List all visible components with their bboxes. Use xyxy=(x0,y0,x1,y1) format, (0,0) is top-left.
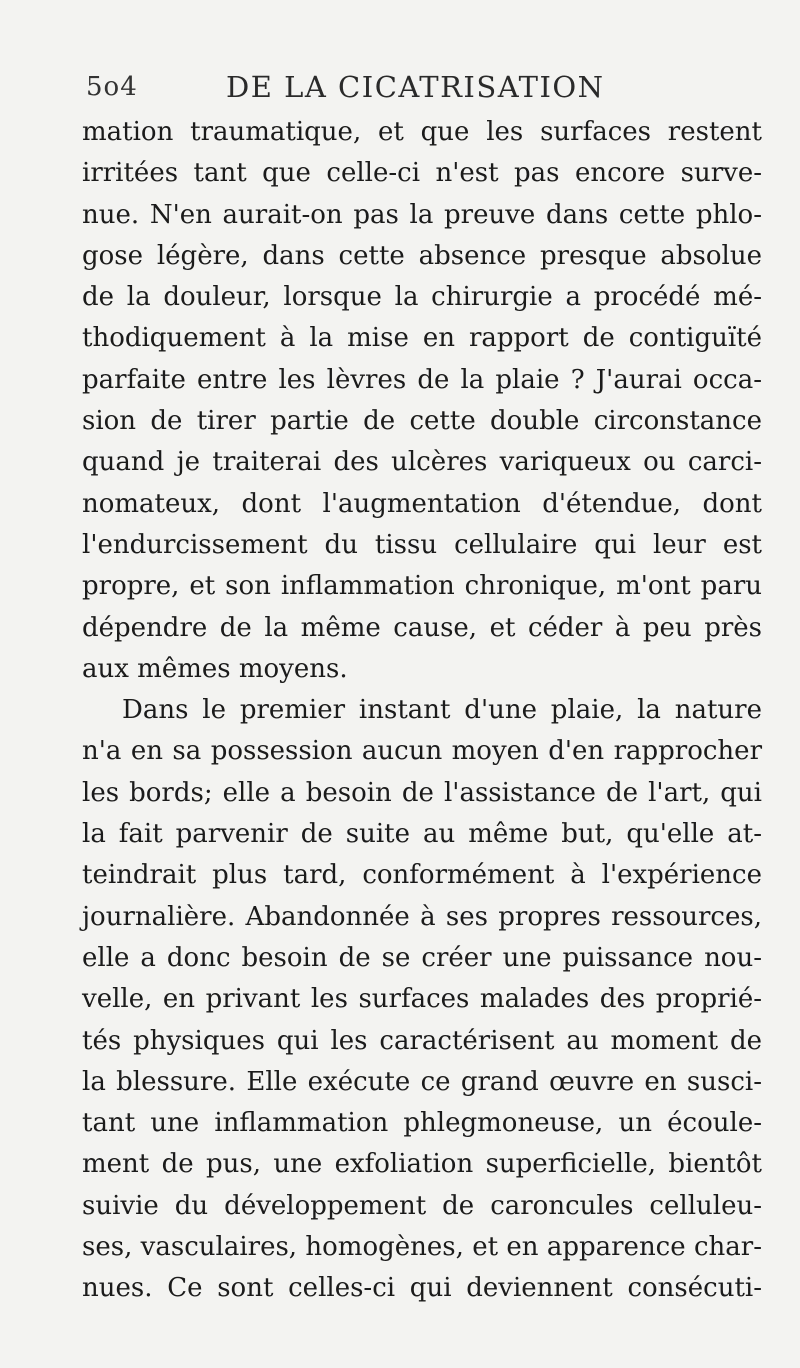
text-line: parfaite entre les lèvres de la plaie ? J'aurai occa- xyxy=(82,364,762,395)
text-line: aux mêmes moyens. xyxy=(82,653,348,684)
text-line: dépendre de la même cause, et céder à peu près xyxy=(82,612,762,643)
text-line: thodiquement à la mise en rapport de contiguïté xyxy=(82,323,762,354)
text-line: journalière. Abandonnée à ses propres ressources, xyxy=(82,901,762,932)
text-line: la fait parvenir de suite au même but, qu'elle at- xyxy=(82,819,762,850)
text-line: propre, et son inflammation chronique, m'ont paru xyxy=(82,571,762,602)
page-header xyxy=(86,72,726,112)
text-line: la blessure. Elle exécute ce grand œuvre en susci- xyxy=(82,1066,762,1097)
text-line: l'endurcissement du tissu cellulaire qui leur est xyxy=(82,529,762,560)
text-line: quand je traiterai des ulcères variqueux ou carci- xyxy=(82,447,762,478)
text-line: Dans le premier instant d'une plaie, la nature xyxy=(122,695,762,726)
text-line: teindrait plus tard, conformément à l'expérience xyxy=(82,860,762,891)
text-line: ses, vasculaires, homogènes, et en apparence char- xyxy=(82,1232,762,1263)
text-line: gose légère, dans cette absence presque absolue xyxy=(82,240,762,271)
text-line: de la douleur, lorsque la chirurgie a procédé mé- xyxy=(82,282,762,313)
running-title: DE LA CICATRISATION xyxy=(226,70,605,104)
text-line: ment de pus, une exfoliation superficielle, bientôt xyxy=(82,1149,762,1180)
text-line: nues. Ce sont celles-ci qui deviennent consécuti- xyxy=(82,1273,762,1304)
text-line: sion de tirer partie de cette double circonstance xyxy=(82,406,762,437)
text-line: nomateux, dont l'augmentation d'étendue, dont xyxy=(82,488,762,519)
text-line: tés physiques qui les caractérisent au moment de xyxy=(82,1025,762,1056)
text-line: velle, en privant les surfaces malades des proprié- xyxy=(82,984,762,1015)
text-line: elle a donc besoin de se créer une puissance nou- xyxy=(82,942,762,973)
text-line: les bords; elle a besoin de l'assistance de l'art, qui xyxy=(82,777,762,808)
text-line: irritées tant que celle-ci n'est pas encore surve- xyxy=(82,158,762,189)
text-line: n'a en sa possession aucun moyen d'en rapprocher xyxy=(82,736,762,767)
text-line: mation traumatique, et que les surfaces restent xyxy=(82,117,762,147)
body-text xyxy=(82,112,762,1310)
text-line: tant une inflammation phlegmoneuse, un écoule- xyxy=(82,1108,762,1139)
page-number: 5o4 xyxy=(86,72,138,102)
text-line: nue. N'en aurait-on pas la preuve dans cette phlo- xyxy=(82,199,762,230)
text-line: suivie du développement de caroncules celluleu- xyxy=(82,1190,762,1221)
